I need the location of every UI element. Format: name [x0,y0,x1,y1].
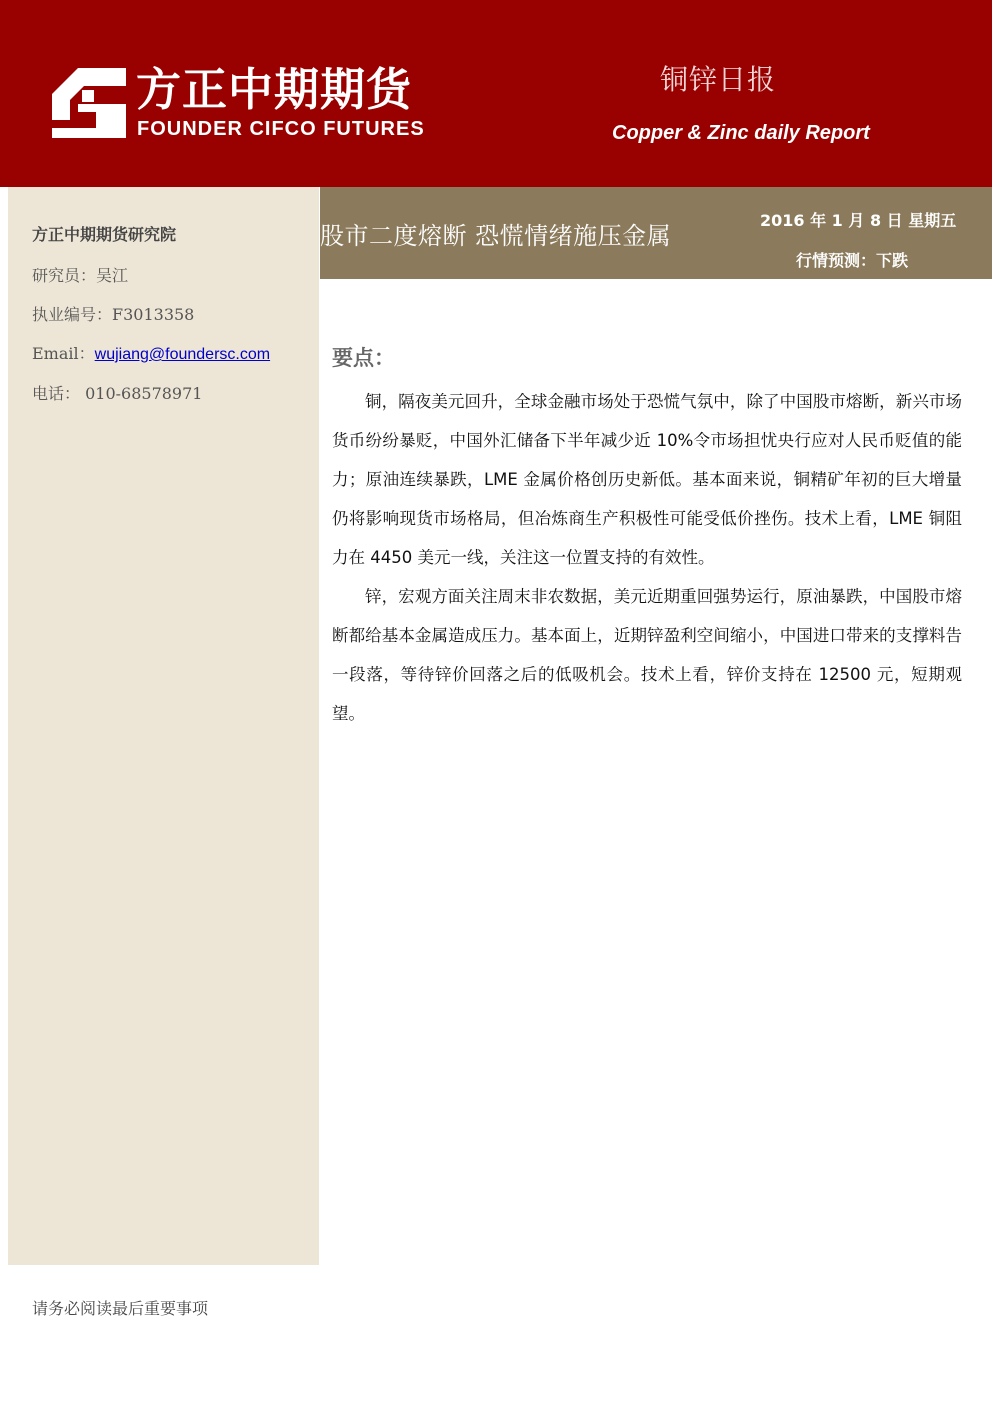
report-title-chinese: 铜锌日报 [660,63,777,96]
email-line [32,341,270,364]
report-headline: 股市二度熔断 恐慌情绪施压金属 [320,222,672,250]
logo-english-name: FOUNDER CIFCO FUTURES [137,118,425,140]
research-institute: 方正中期期货研究院 [32,225,177,244]
founder-logo-icon [52,68,126,138]
email-link[interactable]: wujiang@foundersc.com [94,346,271,363]
market-forecast: 行情预测：下跌 [796,251,909,270]
zinc-paragraph: 锌，宏观方面关注周末非农数据，美元近期重回强势运行，原油暴跌，中国股市熔断都给基本金属造成压力。基本面上，近期锌盈利空间缩小，中国进口带来的支撑料告一段落，等待锌价回落之后的低吸机会。技术上看，锌价支持在 12500 元，短期观望。 [332,587,962,723]
email-label: Email： [32,344,95,363]
report-date: 2016 年 1 月 8 日 星期五 [760,211,957,230]
researcher-name: 研究员：吴江 [32,266,129,285]
report-title-english: Copper & Zinc daily Report [612,122,870,144]
key-points-heading: 要点： [332,346,395,370]
disclaimer-note: 请务必阅读最后重要事项 [32,1299,209,1318]
logo-chinese-name: 方正中期期货 [136,63,413,116]
phone-number: 电话： 010-68578971 [32,384,203,403]
copper-paragraph: 铜，隔夜美元回升，全球金融市场处于恐慌气氛中，除了中国股市熔断，新兴市场货币纷纷暴贬，中国外汇储备下半年减少近 10%令市场担忧央行应对人民币贬值的能力；原油连续暴跌，LME 金属价格创历史新低。基本面来说，铜精矿年初的巨大增量仍将影响现货市场格局，但冶炼商生产积极性可能受低价挫伤。技术上看，LME 铜阻力在 4450 美元一线，关注这一位置支持的有效性。 [332,392,962,567]
report-header [0,0,992,187]
license-number: 执业编号：F3013358 [32,305,195,324]
